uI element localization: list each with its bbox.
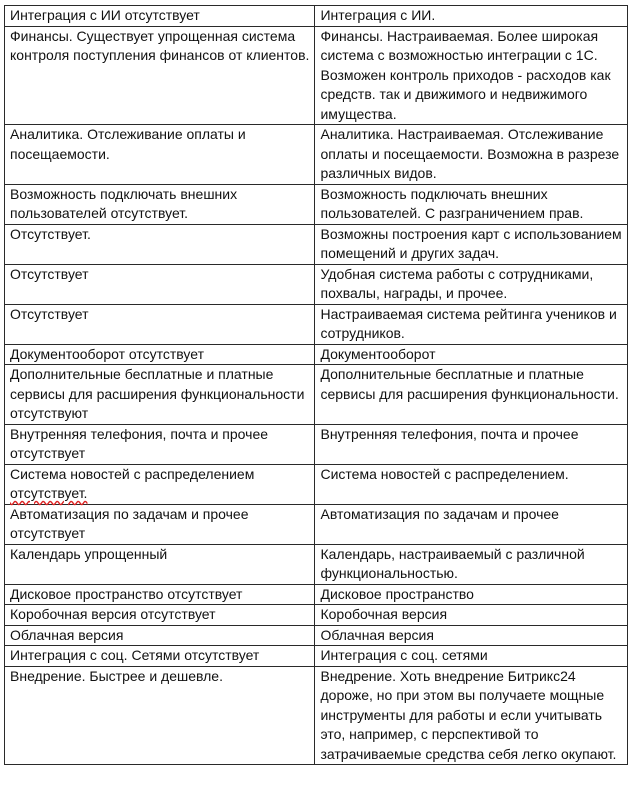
cell-right: Система новостей с распределением. [315, 464, 628, 504]
table-row [5, 365, 628, 425]
cell-left: Отсутствует. [5, 224, 315, 264]
cell-left: Возможность подключать внешних пользователей отсутствует. [5, 184, 315, 224]
cell-right: Автоматизация по задачам и прочее [315, 504, 628, 544]
cell-left: Отсутствует [5, 304, 315, 344]
header-cell-with-ai: Интеграция с ИИ. [315, 6, 628, 27]
cell-left: Внедрение. Быстрее и дешевле. [5, 666, 315, 765]
cell-left: Коробочная версия отсутствует [5, 605, 315, 626]
table-row [5, 224, 628, 264]
cell-right: Календарь, настраиваемый с различной функциональностью. [315, 544, 628, 584]
header-cell-without-ai: Интеграция с ИИ отсутствует [5, 6, 315, 27]
table-row [5, 26, 628, 125]
table-row [5, 544, 628, 584]
table-row [5, 264, 628, 304]
spellcheck-underlined-word: отсутствует. [10, 485, 88, 501]
table-row [5, 584, 628, 605]
cell-left [5, 464, 315, 504]
cell-right: Дисковое пространство [315, 584, 628, 605]
cell-left: Внутренняя телефония, почта и прочее отсутствует [5, 424, 315, 464]
cell-left: Календарь упрощенный [5, 544, 315, 584]
table-row [5, 605, 628, 626]
cell-left: Документооборот отсутствует [5, 344, 315, 365]
table-row [5, 666, 628, 765]
cell-left: Автоматизация по задачам и прочее отсутствует [5, 504, 315, 544]
cell-right: Коробочная версия [315, 605, 628, 626]
cell-right: Интеграция с соц. сетями [315, 646, 628, 667]
cell-left: Дополнительные бесплатные и платные сервисы для расширения функциональности отсутствуют [5, 365, 315, 425]
table-row [5, 304, 628, 344]
cell-right: Внедрение. Хоть внедрение Битрикс24 дороже, но при этом вы получаете мощные инструменты для работы и если учитывать это, например, с перспективой то затрачиваемые средства себя легко окупают. [315, 666, 628, 765]
cell-left: Дисковое пространство отсутствует [5, 584, 315, 605]
table-row [5, 464, 628, 504]
table-row [5, 184, 628, 224]
cell-left-main-text: Система новостей с распределением [10, 465, 255, 482]
cell-right: Финансы. Настраиваемая. Более широкая система с возможностью интеграции с 1С. Возможен контроль приходов - расходов как средств. так и движимого и недвижимого имущества. [315, 26, 628, 125]
cell-left: Отсутствует [5, 264, 315, 304]
table-row [5, 125, 628, 185]
table-header-row [5, 6, 628, 27]
cell-right: Документооборот [315, 344, 628, 365]
table-row [5, 504, 628, 544]
table-row [5, 344, 628, 365]
cell-right: Внутренняя телефония, почта и прочее [315, 424, 628, 464]
table-row [5, 625, 628, 646]
cell-right: Настраиваемая система рейтинга учеников и сотрудников. [315, 304, 628, 344]
cell-left: Финансы. Существует упрощенная система контроля поступления финансов от клиентов. [5, 26, 315, 125]
cell-right: Дополнительные бесплатные и платные сервисы для расширения функциональности. [315, 365, 628, 425]
cell-right: Возможность подключать внешних пользователей. С разграничением прав. [315, 184, 628, 224]
table-row [5, 424, 628, 464]
cell-left: Аналитика. Отслеживание оплаты и посещаемости. [5, 125, 315, 185]
cell-right: Удобная система работы с сотрудниками, похвалы, награды, и прочее. [315, 264, 628, 304]
cell-right: Аналитика. Настраиваемая. Отслеживание оплаты и посещаемости. Возможна в разрезе различных видов. [315, 125, 628, 185]
comparison-table [4, 5, 628, 765]
cell-right: Облачная версия [315, 625, 628, 646]
cell-left: Интеграция с соц. Сетями отсутствует [5, 646, 315, 667]
cell-left: Облачная версия [5, 625, 315, 646]
cell-right: Возможны построения карт с использованием помещений и других задач. [315, 224, 628, 264]
table-row [5, 646, 628, 667]
